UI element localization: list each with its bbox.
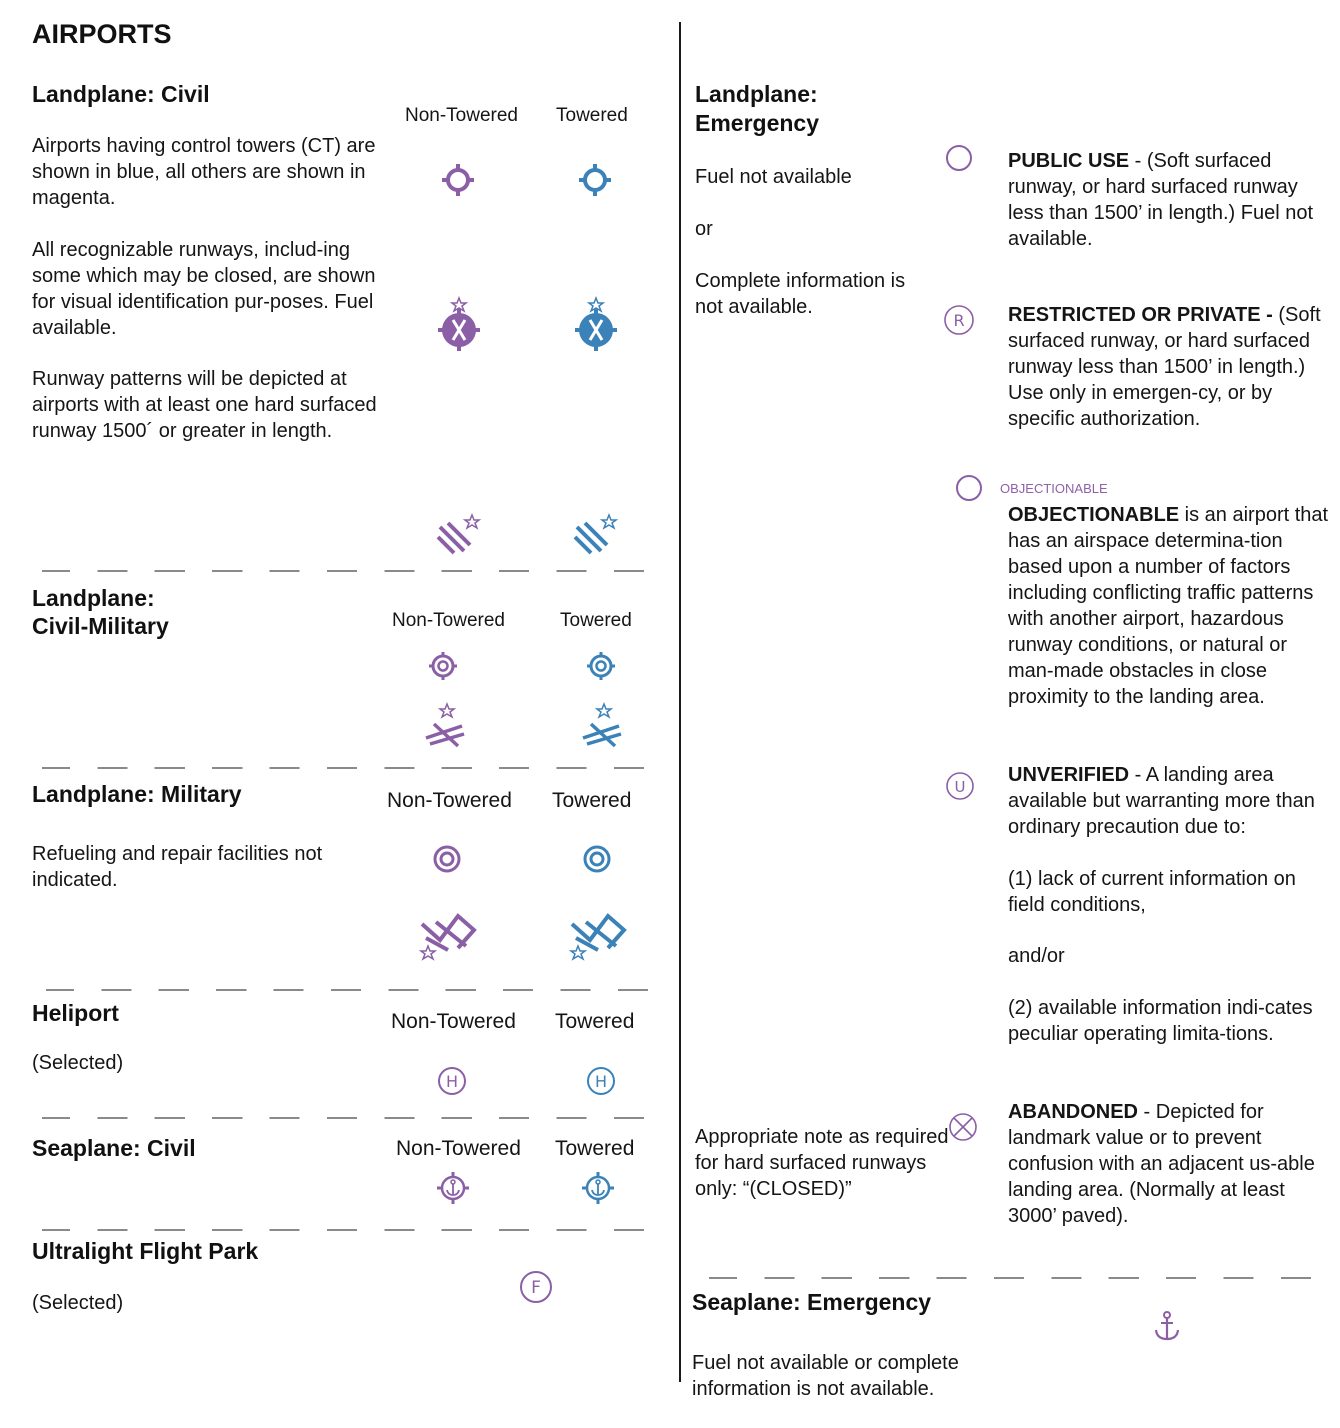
svg-text:F: F bbox=[531, 1278, 541, 1298]
unverified-icon bbox=[945, 771, 975, 801]
military-paragraph: Refueling and repair facilities not indicated. bbox=[32, 843, 323, 891]
seaplane-emergency-heading: Seaplane: Emergency bbox=[692, 1289, 932, 1315]
military-non-towered-label: Non-Towered bbox=[387, 789, 512, 812]
section-divider bbox=[42, 570, 650, 572]
heliport-sub: (Selected) bbox=[32, 1052, 124, 1074]
civil-towered-ring-icon bbox=[578, 163, 612, 197]
unverified-title: UNVERIFIED bbox=[1008, 764, 1130, 786]
seaplane-emergency-anchor-icon bbox=[1152, 1310, 1182, 1344]
civil-non-towered-ring-icon bbox=[441, 163, 475, 197]
heliport-towered-label: Towered bbox=[555, 1010, 635, 1033]
heliport-heading: Heliport bbox=[32, 1000, 119, 1026]
civil-military-non-towered-runway-pattern-icon bbox=[422, 704, 468, 748]
seaplane-emergency-text: Fuel not available or complete information is not available. bbox=[692, 1352, 959, 1400]
civil-military-towered-ring-icon bbox=[586, 651, 616, 681]
civil-towered-runway-pattern-icon bbox=[571, 513, 619, 557]
objectionable-icon bbox=[955, 474, 983, 502]
objectionable-description: is an airport that has an airspace determina-tion based upon a number of factors including conflicting traffic patterns with another airport, hazardous runway conditions, or natural or man-made obstacles in close proximity to the landing area. bbox=[1008, 504, 1329, 708]
abandoned-description: - Depicted for landmark value or to prevent confusion with an adjacent us-able landing area. (Normally at least 3000’ paved). bbox=[1008, 1101, 1315, 1227]
public-use-text bbox=[1008, 148, 1328, 252]
civil-military-heading-line-1: Landplane: bbox=[32, 585, 155, 611]
civil-paragraph-1: Airports having control towers (CT) are shown in blue, all others are shown in magenta. bbox=[32, 135, 376, 209]
public-use-icon bbox=[945, 144, 973, 172]
seaplane-non-towered-anchor-icon bbox=[436, 1171, 470, 1205]
civil-military-towered-runway-pattern-icon bbox=[579, 704, 625, 748]
military-non-towered-runway-pattern-icon bbox=[418, 910, 480, 964]
unverified-item-1: (1) lack of current information on field conditions, bbox=[1008, 868, 1296, 916]
civil-military-non-towered-label: Non-Towered bbox=[392, 610, 505, 631]
restricted-private-icon bbox=[943, 304, 975, 336]
emergency-heading-line-2: Emergency bbox=[695, 110, 820, 136]
emergency-heading-line-1: Landplane: bbox=[695, 81, 818, 107]
ultralight-heading: Ultralight Flight Park bbox=[32, 1238, 259, 1264]
svg-text:R: R bbox=[953, 311, 965, 330]
svg-text:H: H bbox=[445, 1072, 459, 1091]
page-title: AIRPORTS bbox=[32, 19, 172, 49]
civil-non-towered-runway-pattern-icon bbox=[434, 513, 482, 557]
civil-towered-fuel-airport-icon bbox=[573, 298, 623, 354]
section-divider bbox=[46, 989, 654, 991]
public-use-description: - (Soft surfaced runway, or hard surfaced runway less than 1500’ in length.) Fuel not available. bbox=[1008, 150, 1314, 250]
unverified-description: - A landing area available but warranting more than ordinary precaution due to: bbox=[1008, 764, 1315, 838]
section-divider bbox=[42, 1117, 650, 1119]
restricted-description: (Soft surfaced runway, or hard surfaced runway less than 1500’ in length.) Use only in emergen-cy, or by specific authorization. bbox=[1008, 304, 1321, 430]
objectionable-text bbox=[1008, 502, 1333, 710]
abandoned-title: ABANDONED bbox=[1008, 1101, 1138, 1123]
heliport-non-towered-label: Non-Towered bbox=[391, 1010, 516, 1033]
section-divider bbox=[42, 1229, 650, 1231]
objectionable-caption: OBJECTIONABLE bbox=[1000, 481, 1108, 496]
military-heading: Landplane: Military bbox=[32, 781, 242, 807]
column-divider bbox=[679, 22, 681, 1382]
unverified-text bbox=[1008, 762, 1328, 840]
civil-non-towered-label: Non-Towered bbox=[405, 105, 518, 126]
civil-heading: Landplane: Civil bbox=[32, 81, 210, 107]
svg-text:H: H bbox=[594, 1072, 608, 1091]
heliport-towered-icon bbox=[586, 1066, 616, 1096]
emergency-fuel: Fuel not available bbox=[695, 166, 852, 188]
section-divider bbox=[42, 767, 650, 769]
civil-towered-label: Towered bbox=[556, 105, 628, 126]
seaplane-towered-anchor-icon bbox=[581, 1171, 615, 1205]
restricted-text bbox=[1008, 302, 1328, 432]
seaplane-towered-label: Towered bbox=[555, 1137, 635, 1160]
seaplane-non-towered-label: Non-Towered bbox=[396, 1137, 521, 1160]
emergency-complete: Complete information is not available. bbox=[695, 270, 906, 318]
unverified-item-2: (2) available information indi-cates peculiar operating limita-tions. bbox=[1008, 997, 1313, 1045]
restricted-title: RESTRICTED OR PRIVATE - bbox=[1008, 304, 1273, 326]
civil-paragraph-3: Runway patterns will be depicted at airports with at least one hard surfaced runway 1500´ or greater in length. bbox=[32, 368, 377, 442]
military-non-towered-icon bbox=[432, 844, 462, 874]
military-towered-runway-pattern-icon bbox=[568, 910, 630, 964]
public-use-title: PUBLIC USE bbox=[1008, 150, 1130, 172]
military-towered-label: Towered bbox=[552, 789, 632, 812]
civil-military-towered-label: Towered bbox=[560, 610, 632, 631]
ultralight-flight-park-icon bbox=[519, 1270, 553, 1304]
ultralight-sub: (Selected) bbox=[32, 1292, 124, 1314]
civil-military-non-towered-ring-icon bbox=[428, 651, 458, 681]
civil-paragraph-2: All recognizable runways, includ-ing some which may be closed, are shown for visual identification pur-poses. Fuel available. bbox=[32, 239, 376, 339]
section-divider bbox=[709, 1277, 1317, 1279]
objectionable-title: OBJECTIONABLE bbox=[1008, 504, 1180, 526]
closed-note: Appropriate note as required for hard surfaced runways only: “(CLOSED)” bbox=[695, 1126, 949, 1200]
military-towered-icon bbox=[582, 844, 612, 874]
emergency-or: or bbox=[695, 218, 713, 240]
svg-text:U: U bbox=[954, 778, 966, 796]
seaplane-civil-heading: Seaplane: Civil bbox=[32, 1135, 196, 1161]
heliport-non-towered-icon bbox=[437, 1066, 467, 1096]
unverified-andor: and/or bbox=[1008, 945, 1065, 967]
abandoned-text bbox=[1008, 1099, 1328, 1229]
civil-military-heading-line-2: Civil-Military bbox=[32, 613, 169, 639]
civil-non-towered-fuel-airport-icon bbox=[436, 298, 486, 354]
